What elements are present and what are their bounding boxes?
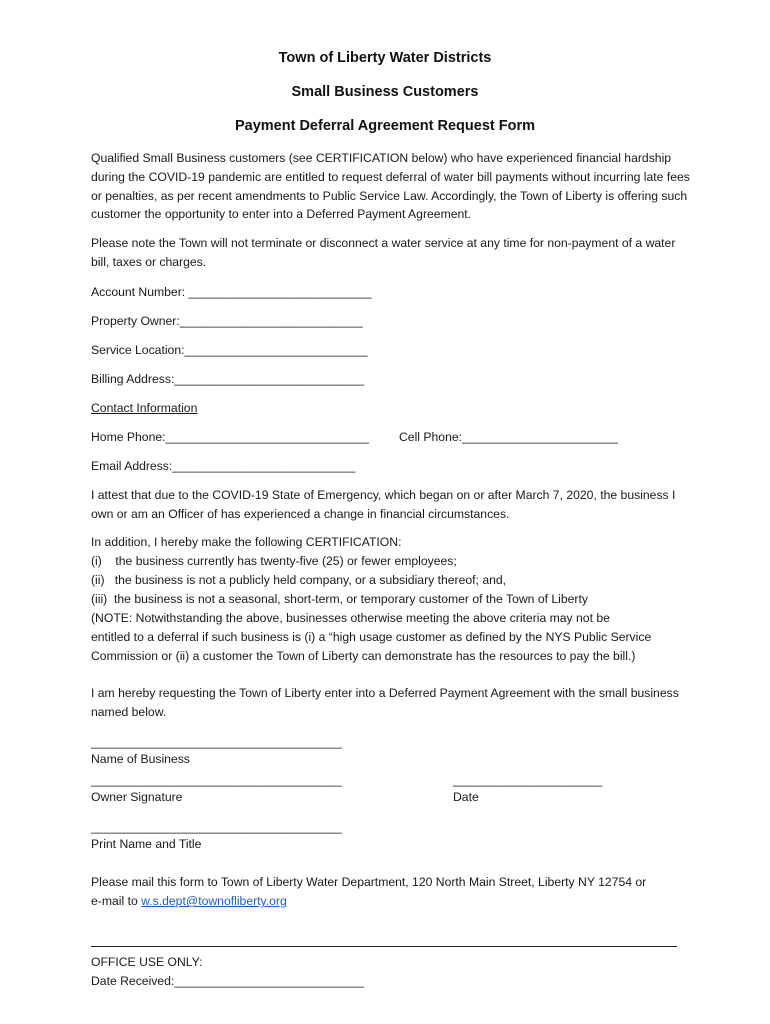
- form-title-line2: Small Business Customers: [291, 84, 479, 100]
- owner-signature-blank[interactable]: _____________________________________: [91, 773, 342, 787]
- certification-note-1: (NOTE: Notwithstanding the above, businesses otherwise meeting the above criteria may not be: [91, 611, 610, 625]
- business-name-label: Name of Business: [91, 752, 190, 766]
- office-use-heading: OFFICE USE ONLY:: [91, 955, 203, 969]
- certification-item-2: (ii) the business is not a publicly held company, or a subsidiary thereof; and,: [91, 573, 507, 587]
- contact-information-heading: Contact Information: [91, 401, 198, 415]
- attest-paragraph: I attest that due to the COVID-19 State of Emergency, which began on or after March 7, 2020, the business I own or am an Officer of has experienced a change in financial circumstances.: [91, 488, 676, 521]
- owner-signature-label: Owner Signature: [91, 790, 183, 804]
- email-prefix: e-mail to: [91, 894, 142, 908]
- certification-intro: In addition, I hereby make the following CERTIFICATION:: [91, 535, 402, 549]
- date-blank[interactable]: ______________________: [453, 773, 603, 787]
- certification-block: [91, 533, 691, 666]
- request-paragraph: I am hereby requesting the Town of Liberty enter into a Deferred Payment Agreement with the small business named below.: [91, 686, 679, 719]
- mail-instructions: Please mail this form to Town of Liberty Water Department, 120 North Main Street, Liberty NY 12754 or: [91, 875, 647, 889]
- form-title-line3: Payment Deferral Agreement Request Form: [234, 118, 536, 134]
- home-phone-field[interactable]: Home Phone:______________________________: [91, 430, 369, 444]
- office-divider: [91, 946, 677, 947]
- email-instructions: [91, 892, 287, 910]
- certification-item-3: (iii) the business is not a seasonal, short-term, or temporary customer of the Town of Liberty: [91, 592, 588, 606]
- billing-address-field[interactable]: Billing Address:____________________________: [91, 372, 365, 386]
- form-title-line1: Town of Liberty Water Districts: [278, 50, 492, 66]
- email-address-field[interactable]: Email Address:___________________________: [91, 459, 356, 473]
- certification-note-2: entitled to a deferral if such business is (i) a “high usage customer as defined by the NYS Public Service: [91, 630, 652, 644]
- intro-paragraph: Qualified Small Business customers (see CERTIFICATION below) who have experienced financial hardship during the COVID-19 pandemic are entitled to request deferral of water bill payments without incurring late fees or penalties, as per recent amendments to Public Service Law. Accordingly, the Town of Liberty is offering such customer the opportunity to enter into a Deferred Payment Agreement.: [91, 151, 690, 222]
- notice-paragraph: Please note the Town will not terminate or disconnect a water service at any time for non-payment of a water bill, taxes or charges.: [91, 236, 676, 269]
- service-location-field[interactable]: Service Location:___________________________: [91, 343, 368, 357]
- print-name-blank[interactable]: _____________________________________: [91, 820, 342, 834]
- certification-note-3: Commission or (ii) a customer the Town of Liberty can demonstrate has the resources to pay the bill.): [91, 649, 636, 663]
- certification-item-1: (i) the business currently has twenty-five (25) or fewer employees;: [91, 554, 457, 568]
- print-name-label: Print Name and Title: [91, 837, 202, 851]
- business-name-blank[interactable]: _____________________________________: [91, 735, 342, 749]
- date-label: Date: [453, 790, 479, 804]
- email-link[interactable]: w.s.dept@townofliberty.org: [141, 894, 287, 908]
- cell-phone-field[interactable]: Cell Phone:_______________________: [399, 430, 618, 444]
- property-owner-field[interactable]: Property Owner:___________________________: [91, 314, 363, 328]
- date-received-field[interactable]: Date Received:____________________________: [91, 974, 365, 988]
- account-number-field[interactable]: Account Number: ___________________________: [91, 285, 372, 299]
